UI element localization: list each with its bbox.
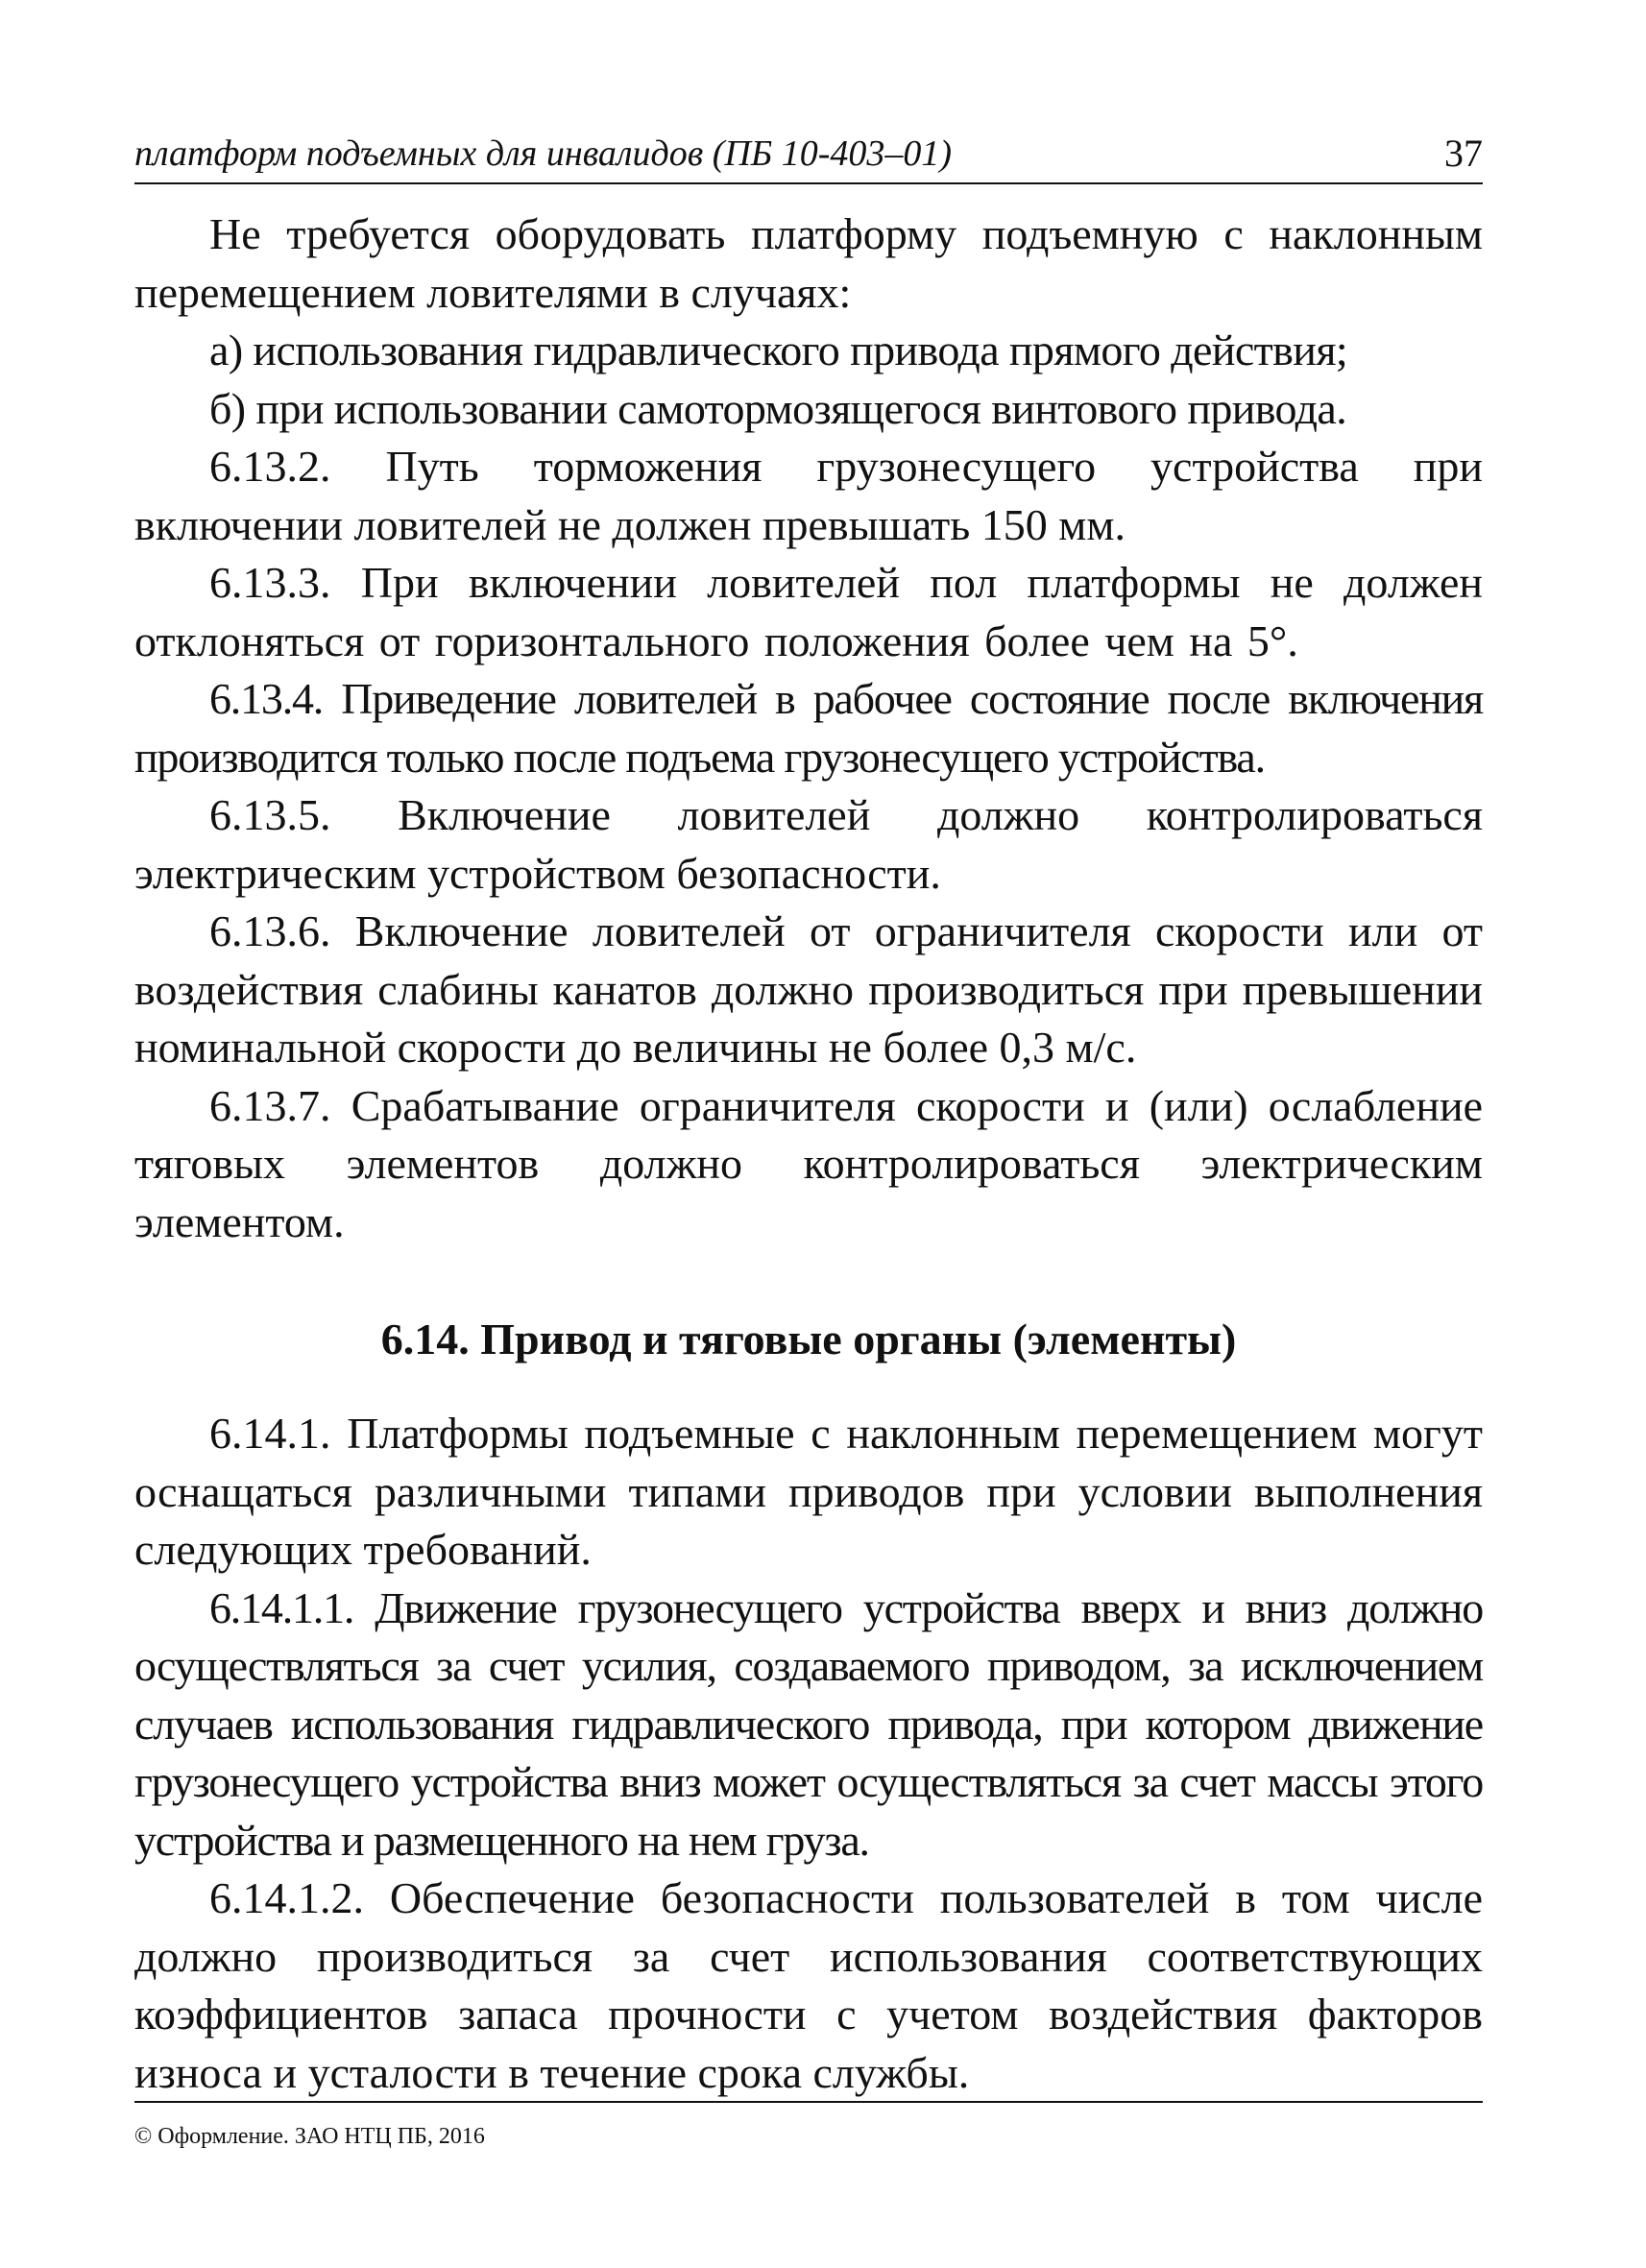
paragraph: Не требуется оборудовать платформу подъемную с наклонным перемещением ловителями в случаях: [134,209,1483,317]
running-header [134,125,1483,184]
document-page [134,125,1483,2189]
clause-6-14-1-1: 6.14.1.1. Движение грузонесущего устройства вверх и вниз должно осуществляться за счет усилия, создаваемого приводом, за исключением случаев использования гидравлического привода, при котором движение грузонесущего устройства вниз может осуществляться за счет массы этого устройства и размещенного на нем груза. [134,1582,1483,1865]
clause-6-14-1-2: 6.14.1.2. Обеспечение безопасности пользователей в том числе должно производиться за счет использования соответствующих коэффициентов запаса прочности с учетом воздействия факторов износа и усталости в течение срока службы. [134,1873,1483,2097]
clause-6-13-2: 6.13.2. Путь торможения грузонесущего устройства при включении ловителей не должен превышать 150 мм. [134,442,1483,549]
page-footer [134,2101,1483,2151]
copyright-notice: © Оформление. ЗАО НТЦ ПБ, 2016 [134,2124,485,2149]
list-item-b: б) при использовании самотормозящегося винтового привода. [209,383,1347,433]
list-item-a: а) использования гидравлического привода прямого действия; [209,326,1348,374]
clause-6-13-7: 6.13.7. Срабатывание ограничителя скорости и (или) ослабление тяговых элементов должно контролироваться электрическим элементом. [134,1080,1483,1246]
clause-6-13-3: 6.13.3. При включении ловителей пол платформы не должен отклоняться от горизонтального положения более чем на 5°. [134,558,1483,665]
clause-6-13-4: 6.13.4. Приведение ловителей в рабочее состояние после включения производится только после подъема грузонесущего устройства. [134,674,1483,782]
body-text [134,205,1483,2102]
section-heading: 6.14. Привод и тяговые органы (элементы) [380,1315,1237,1363]
clause-6-13-6: 6.13.6. Включение ловителей от ограничителя скорости или от воздействия слабины канатов должно производиться при превышении номинальной скорости до величины не более 0,3 м/с. [134,906,1483,1072]
page-number: 37 [1444,132,1483,175]
running-title: платформ подъемных для инвалидов (ПБ 10-403–01) [134,133,953,174]
clause-6-13-5: 6.13.5. Включение ловителей должно контролироваться электрическим устройством безопасности. [134,790,1483,898]
clause-6-14-1: 6.14.1. Платформы подъемные с наклонным перемещением могут оснащаться различными типами приводов при условии выполнения следующих требований. [134,1409,1483,1574]
